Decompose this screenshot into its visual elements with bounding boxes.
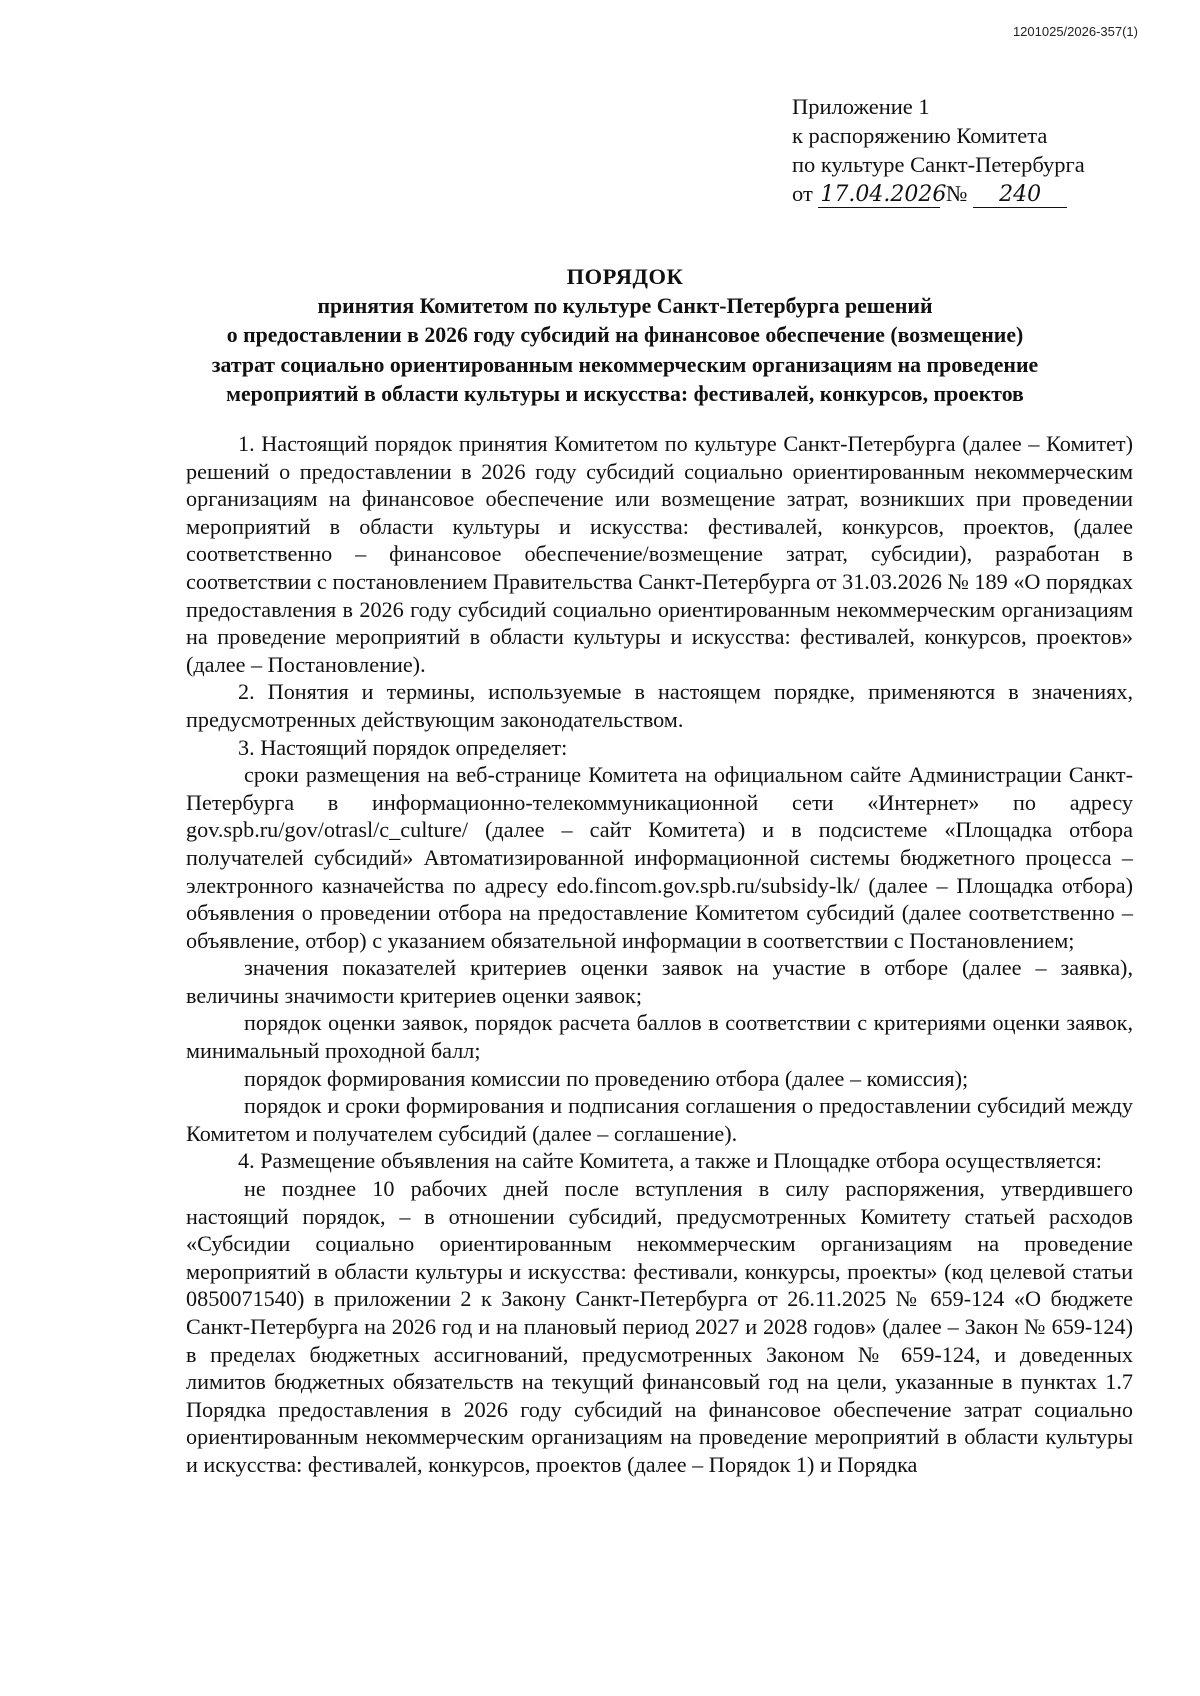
paragraph-4-item-1: не позднее 10 рабочих дней после вступления в силу распоряжения, утвердившего настоящий порядок, – в отношении субсидий, предусмотренных Комитету статьей расходов «Субсидии социально ориентированным некоммерческим организациям на проведение мероприятий в области культуры и искусства: фестивали, конкурсы, проекты» (код целевой статьи 0850071540) в приложении 2 к Закону Санкт-Петербурга от 26.11.2025 № 659-124 «О бюджете Санкт-Петербурга на 2026 год и на плановый период 2027 и 2028 годов» (далее – Закон № 659-124) в пределах бюджетных ассигнований, предусмотренных Законом № 659-124, и доведенных лимитов бюджетных обязательств на текущий финансовый год на цели, указанные в пунктах 1.7 Порядка предоставления в 2026 году субсидий на финансовое обеспечение затрат социально ориентированным некоммерческим организациям на проведение мероприятий в области культуры и искусства: фестивалей, конкурсов, проектов (далее – Порядок 1) и Порядка xyxy=(186,1176,1133,1477)
appendix-committee: по культуре Санкт-Петербурга xyxy=(792,152,1085,177)
paragraph-3-item-3: порядок оценки заявок, порядок расчета баллов в соответствии с критериями оценки заявок, минимальный проходной балл; xyxy=(186,1010,1133,1064)
appendix-order-ref: к распоряжению Комитета xyxy=(792,123,1048,148)
title-line-1: принятия Комитетом по культуре Санкт-Петербурга решений xyxy=(317,293,933,318)
title-line-4: мероприятий в области культуры и искусства: фестивалей, конкурсов, проектов xyxy=(226,382,1024,406)
paragraph-3-item-2: значения показателей критериев оценки заявок на участие в отборе (далее – заявка), величины значимости критериев оценки заявок; xyxy=(186,955,1133,1008)
paragraph-3: 3. Настоящий порядок определяет: xyxy=(238,734,568,760)
appendix-block xyxy=(792,92,1085,208)
paragraph-1: 1. Настоящий порядок принятия Комитетом по культуре Санкт-Петербурга (далее – Комитет) решений о предоставлении в 2026 году субсидий социально ориентированным некоммерческим организациям на финансовое обеспечение или возмещение затрат, возникших при проведении мероприятий в области культуры и искусства: фестивалей, конкурсов, проектов, (далее соответственно – финансовое обеспечение/возмещение затрат, субсидии), разработан в соответствии с постановлением Правительства Санкт-Петербурга от 31.03.2026 № 189 «О порядках предоставления в 2026 году субсидий социально ориентированным некоммерческим организациям на проведение мероприятий в области культуры и искусства: фестивалей, конкурсов, проектов» (далее – Постановление). xyxy=(186,431,1133,677)
paragraph-3-item-1: сроки размещения на веб-странице Комитета на официальном сайте Администрации Санкт-Петербурга в информационно-телекоммуникационной сети «Интернет» по адресу gov.spb.ru/gov/otrasl/c_culture/ (далее – сайт Комитета) и в подсистеме «Площадка отбора получателей субсидий» Автоматизированной информационной системы бюджетного процесса – электронного казначейства по адресу edo.fincom.gov.spb.ru/subsidy-lk/ (далее – Площадка отбора) объявления о проведении отбора на предоставление Комитетом субсидий (далее соответственно – объявление, отбор) с указанием обязательной информации в соответствии с Постановлением; xyxy=(186,762,1133,953)
document-code: 1201025/2026-357(1) xyxy=(1012,24,1138,39)
document-body xyxy=(186,430,1133,1479)
title-main: ПОРЯДОК xyxy=(566,264,684,289)
appendix-date-line xyxy=(792,179,1085,208)
title-line-2: о предоставлении в 2026 году субсидий на финансовое обеспечение (возмещение) xyxy=(226,323,1024,347)
paragraph-3-item-5: порядок и сроки формирования и подписания соглашения о предоставлении субсидий между Комитетом и получателем субсидий (далее – соглашение). xyxy=(186,1093,1133,1146)
document-title xyxy=(150,262,1100,410)
from-label: от xyxy=(792,181,813,206)
paragraph-2: 2. Понятия и термины, используемые в настоящем порядке, применяются в значениях, предусмотренных действующим законодательством. xyxy=(186,679,1133,732)
title-line-3: затрат социально ориентированным некоммерческим организациям на проведение xyxy=(211,352,1039,377)
paragraph-4: 4. Размещение объявления на сайте Комитета, а также и Площадке отбора осуществляется: xyxy=(238,1148,1102,1174)
handwritten-date: 17.04.2026 xyxy=(820,182,947,207)
number-sign: № xyxy=(946,181,968,206)
appendix-title: Приложение 1 xyxy=(792,94,930,119)
paragraph-3-item-4: порядок формирования комиссии по проведению отбора (далее – комиссия); xyxy=(244,1065,969,1091)
handwritten-number: 240 xyxy=(973,183,1067,208)
